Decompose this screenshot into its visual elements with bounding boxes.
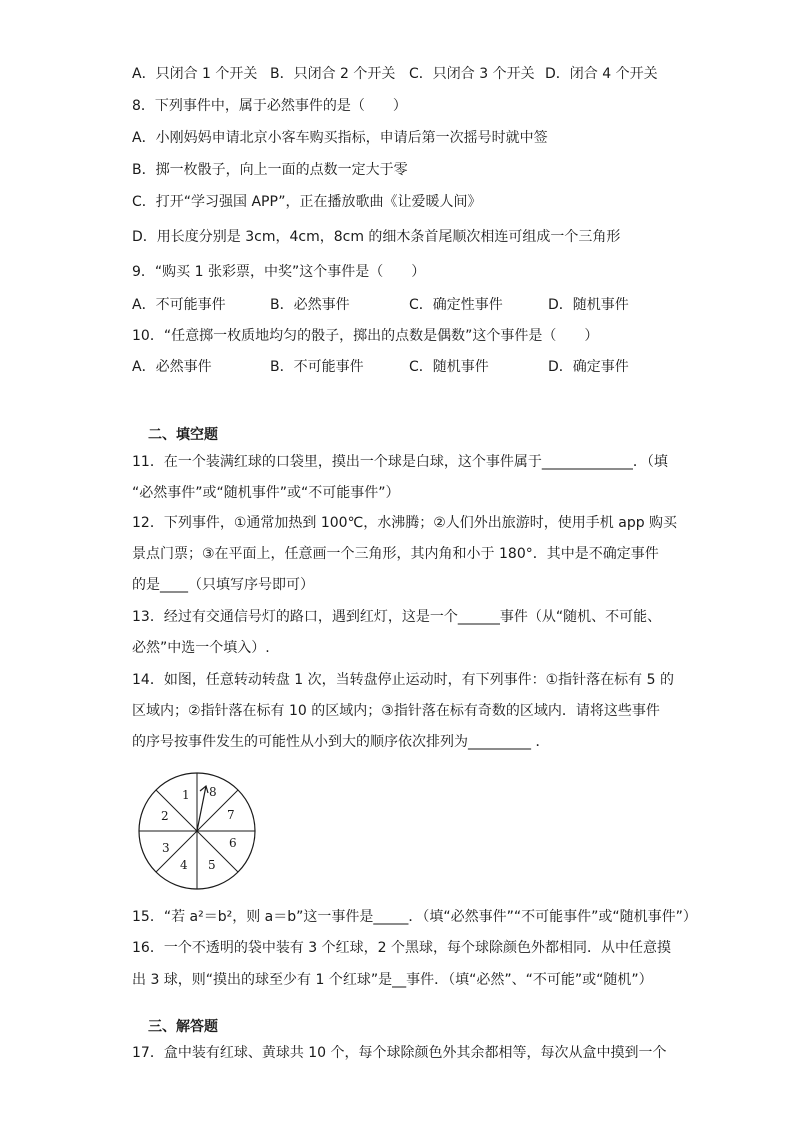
- q8-option-d: D．用长度分别是 3cm，4cm，8cm 的细木条首尾顺次相连可组成一个三角形: [132, 229, 621, 245]
- q13-line-2: 必然”中选一个填入）.: [132, 640, 270, 656]
- q10-option-b: B．不可能事件: [270, 359, 364, 375]
- q11-line-1: 11．在一个装满红球的口袋里，摸出一个球是白球，这个事件属于_____________．（填: [132, 454, 668, 470]
- q14-line-2: 区域内；②指针落在标有 10 的区域内；③指针落在标有奇数的区域内．请将这些事件: [132, 703, 660, 719]
- q11-line-2: “必然事件”或“随机事件”或“不可能事件”）: [132, 485, 400, 501]
- q9-stem: 9．“购买 1 张彩票，中奖”这个事件是（ ）: [132, 264, 426, 280]
- q15-line: 15．“若 a²＝b²，则 a＝b”这一事件是_____．（填“必然事件”“不可能事件”或“随机事件”）: [132, 909, 697, 925]
- section-title-solutions: 三、解答题: [148, 1019, 218, 1035]
- spinner-label-6: 6: [229, 836, 237, 850]
- section-title-fill-blank: 二、填空题: [148, 427, 218, 443]
- q10-option-a: A．必然事件: [132, 359, 212, 375]
- q9-option-a: A．不可能事件: [132, 297, 226, 313]
- spinner-label-3: 3: [162, 841, 170, 855]
- spinner-label-8: 8: [209, 785, 217, 799]
- q8-option-c: C．打开“学习强国 APP”，正在播放歌曲《让爱暖人间》: [132, 194, 482, 210]
- spinner-label-7: 7: [227, 808, 235, 822]
- q9-option-b: B．必然事件: [270, 297, 350, 313]
- q12-line-2: 景点门票；③在平面上，任意画一个三角形，其内角和小于 180°．其中是不确定事件: [132, 546, 659, 562]
- q9-option-d: D．随机事件: [548, 297, 629, 313]
- q16-line-2: 出 3 球，则“摸出的球至少有 1 个红球”是__事件．（填“必然”、“不可能”或“随机”）: [132, 972, 653, 988]
- q10-stem: 10．“任意掷一枚质地均匀的骰子，掷出的点数是偶数”这个事件是（ ）: [132, 328, 599, 344]
- spinner-label-5: 5: [208, 858, 216, 872]
- spinner-figure: [134, 772, 264, 892]
- q8-option-b: B．掷一枚骰子，向上一面的点数一定大于零: [132, 162, 408, 178]
- q9-option-c: C．确定性事件: [409, 297, 503, 313]
- spinner-label-4: 4: [180, 858, 188, 872]
- q7-option-b: B．只闭合 2 个开关: [270, 66, 396, 82]
- spinner-label-2: 2: [161, 809, 169, 823]
- q13-line-1: 13．经过有交通信号灯的路口，遇到红灯，这是一个______事件（从“随机、不可能、: [132, 609, 662, 625]
- q7-option-a: A．只闭合 1 个开关: [132, 66, 258, 82]
- q16-line-1: 16．一个不透明的袋中装有 3 个红球，2 个黑球，每个球除颜色外都相同．从中任意摸: [132, 940, 671, 956]
- q17-line-1: 17．盒中装有红球、黄球共 10 个，每个球除颜色外其余都相等，每次从盒中摸到一个: [132, 1045, 667, 1061]
- q7-option-c: C．只闭合 3 个开关: [409, 66, 535, 82]
- spinner-label-1: 1: [182, 788, 190, 802]
- q12-line-1: 12．下列事件，①通常加热到 100℃，水沸腾；②人们外出旅游时，使用手机 app 购买: [132, 515, 678, 531]
- q14-line-3: 的序号按事件发生的可能性从小到大的顺序依次排列为_________ ．: [132, 734, 550, 750]
- q8-option-a: A．小刚妈妈申请北京小客车购买指标，申请后第一次摇号时就中签: [132, 130, 548, 146]
- q8-stem: 8．下列事件中，属于必然事件的是（ ）: [132, 98, 407, 114]
- q10-option-d: D．确定事件: [548, 359, 629, 375]
- q14-line-1: 14．如图，任意转动转盘 1 次，当转盘停止运动时，有下列事件：①指针落在标有 5 的: [132, 672, 674, 688]
- q12-line-3: 的是____（只填写序号即可）: [132, 577, 314, 593]
- q10-option-c: C．随机事件: [409, 359, 489, 375]
- q7-option-d: D．闭合 4 个开关: [545, 66, 658, 82]
